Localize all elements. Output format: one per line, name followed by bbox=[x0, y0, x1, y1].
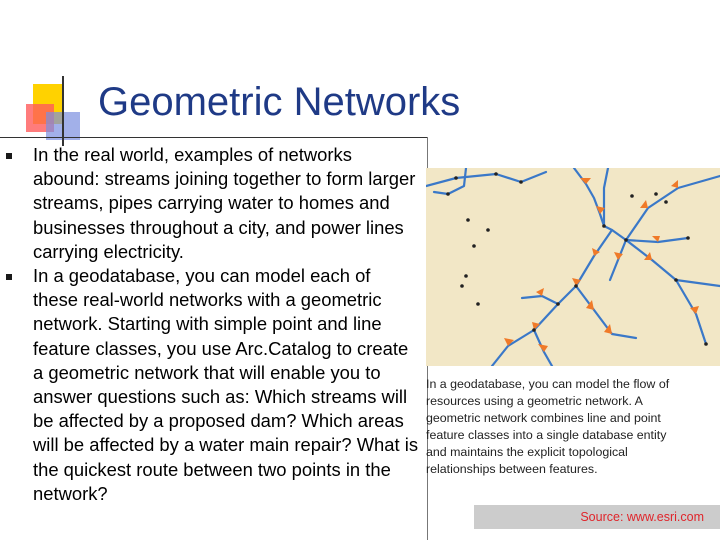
decorative-horizontal-line bbox=[0, 137, 428, 138]
network-junction bbox=[704, 342, 708, 346]
network-junction bbox=[476, 302, 480, 306]
network-junction bbox=[686, 236, 690, 240]
network-junction bbox=[460, 284, 464, 288]
network-junction bbox=[532, 328, 536, 332]
network-junction bbox=[472, 244, 476, 248]
network-junction bbox=[446, 192, 450, 196]
bullet-text: In a geodatabase, you can model each of these real-world networks with a geometric network. Starting with simple point and line feature classes, you use Arc.Catalog to create a geometric network that will enable you to answer questions such as: Which streams will be affected by a proposed dam? Which areas will be affected by a water main repair? What is the quickest route between two points in the network? bbox=[33, 265, 419, 504]
network-junction bbox=[630, 194, 634, 198]
stream-line bbox=[434, 168, 466, 194]
network-junction bbox=[624, 238, 628, 242]
bullet-square-icon bbox=[6, 274, 12, 280]
network-junction bbox=[664, 200, 668, 204]
flow-arrow bbox=[536, 288, 544, 296]
network-junction bbox=[654, 192, 658, 196]
stream-line bbox=[426, 172, 546, 186]
decorative-vertical-line bbox=[62, 76, 64, 146]
network-junction bbox=[674, 278, 678, 282]
caption-line: In a geodatabase, you can model the flow of bbox=[426, 377, 670, 391]
network-junction bbox=[464, 274, 468, 278]
source-credit: Source: www.esri.com bbox=[580, 510, 704, 524]
network-junction bbox=[486, 228, 490, 232]
stream-line bbox=[626, 240, 720, 286]
figure-caption bbox=[426, 376, 716, 478]
stream-line bbox=[574, 168, 604, 226]
network-junction bbox=[556, 302, 560, 306]
flow-arrow bbox=[580, 178, 591, 184]
stream-line bbox=[522, 296, 558, 304]
stream-line bbox=[676, 280, 706, 344]
bullet-text: In the real world, examples of networks abound: streams joining together to form larger streams, pipes carrying water to homes and businesses throughout a city, and power lines carrying electricity. bbox=[33, 144, 416, 262]
bullet-list bbox=[0, 143, 420, 506]
flow-arrow bbox=[640, 200, 648, 208]
source-banner bbox=[474, 505, 720, 529]
network-junction bbox=[574, 284, 578, 288]
stream-line bbox=[604, 168, 608, 226]
caption-line: relationships between features. bbox=[426, 462, 598, 476]
network-map-figure bbox=[426, 168, 720, 366]
caption-line: geometric network combines line and point bbox=[426, 411, 661, 425]
network-junction bbox=[519, 180, 523, 184]
slide-title: Geometric Networks bbox=[98, 80, 461, 124]
bullet-item bbox=[0, 143, 420, 264]
flow-arrow bbox=[671, 180, 678, 188]
bullet-square-icon bbox=[6, 153, 12, 159]
network-junction bbox=[454, 176, 458, 180]
caption-line: and maintains the explicit topological bbox=[426, 445, 628, 459]
caption-line: feature classes into a single database entity bbox=[426, 428, 667, 442]
network-junction bbox=[494, 172, 498, 176]
network-map-svg bbox=[426, 168, 720, 366]
network-junction bbox=[602, 224, 606, 228]
network-junction bbox=[466, 218, 470, 222]
bullet-item bbox=[0, 264, 420, 506]
caption-line: resources using a geometric network. A bbox=[426, 394, 643, 408]
